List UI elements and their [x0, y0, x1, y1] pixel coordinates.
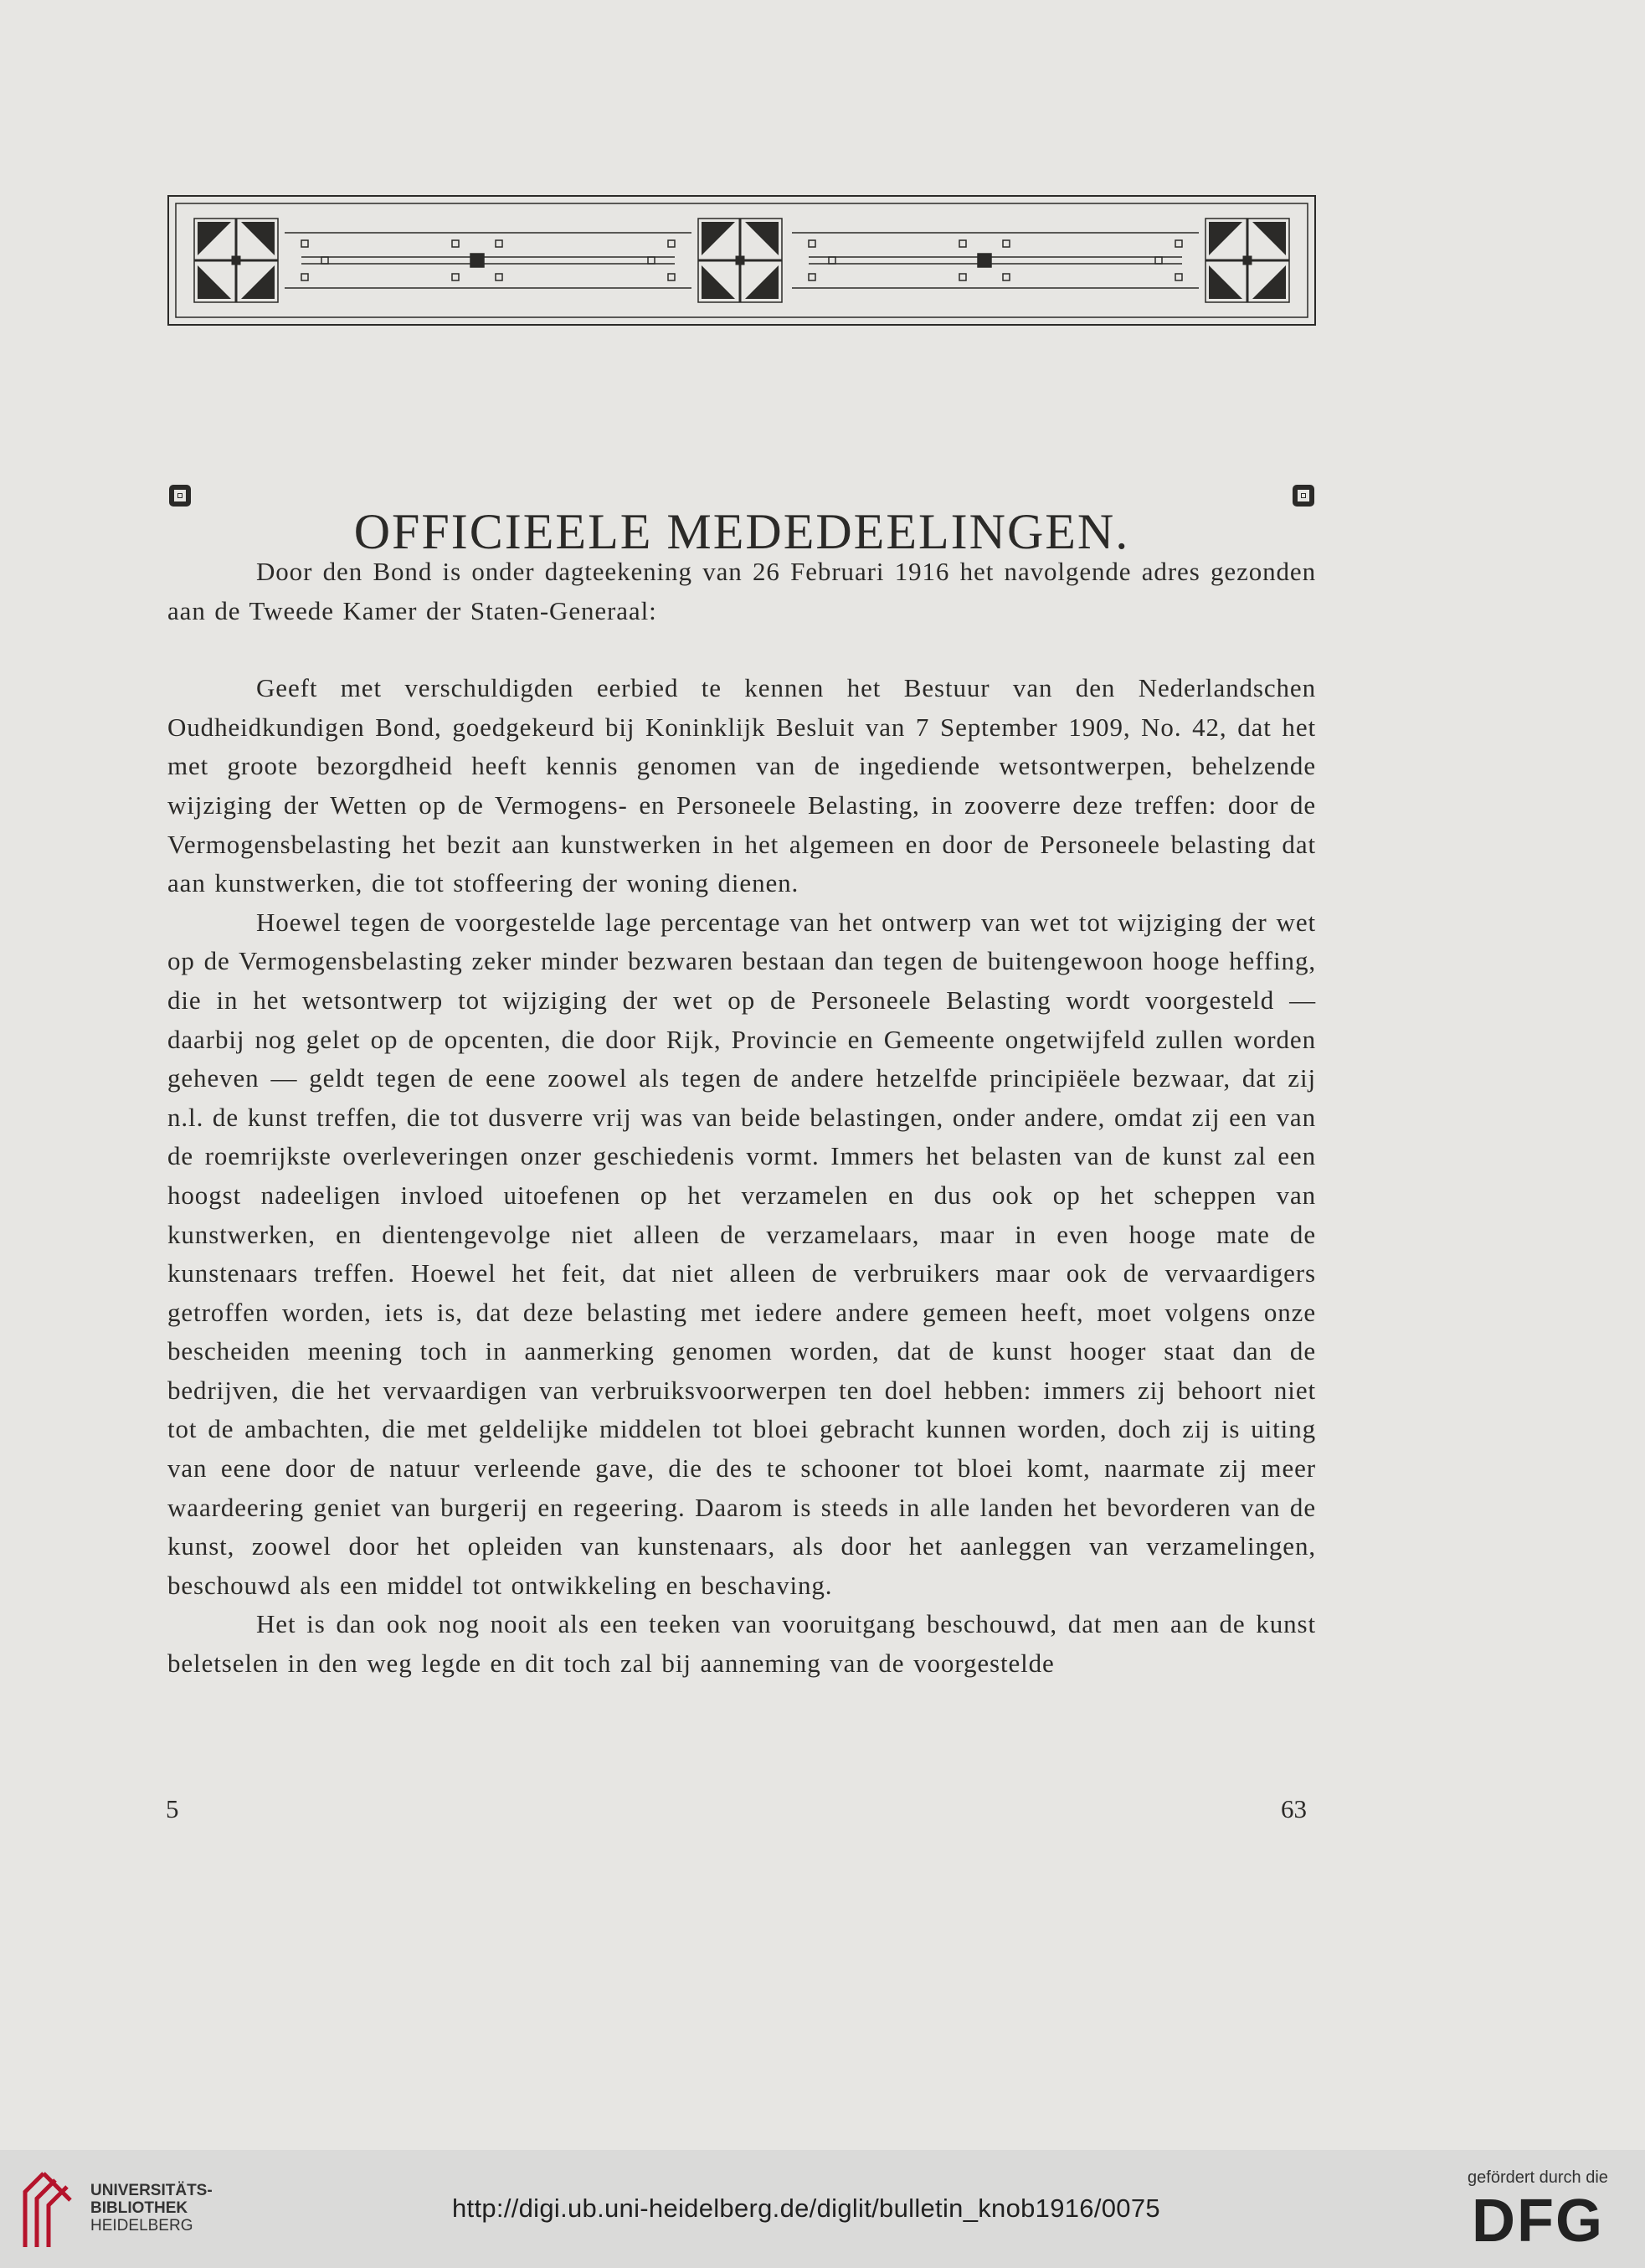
paragraph: Hoewel tegen de voorgestelde lage percentage van het ontwerp van wet tot wijziging der wet op de Vermogensbelasting zeker minder bezwaren bestaan dan tegen de buitengewoon hooge heffing, die in het wetsontwerp tot wijziging der wet op de Personeele Belasting wordt voorgesteld — daarbij nog gelet op de opcenten, die door Rijk, Provincie en Gemeente ongetwijfeld zullen worden geheven — geldt tegen de eene zoowel als tegen de andere hetzelfde principiëele bezwaar, dat zij n.l. de kunst treffen, die tot dusverre vrij was van beide belastingen, onder andere, omdat zij een van de roemrijkste overleveringen onzer geschiedenis vormt. Immers het belasten van de kunst zal een hoogst nadeeligen invloed uitoefenen op het verzamelen en dus ook op het scheppen van kunstwerken, en dientengevolge niet alleen de verzamelaars, maar in even hooge mate de kunstenaars treffen. Hoewel het feit, dat niet alleen de verbruikers maar ook de vervaardigers getroffen worden, iets is, dat deze belasting met iedere andere gemeen heeft, moet volgens onze bescheiden meening toch in aanmerking genomen worden, dat de kunst hooger staat dan de bedrijven, die het vervaardigen van verbruiksvoorwerpen ten doel hebben: immers zij behoort niet tot de ambachten, die met geldelijke middelen tot bloei gebracht kunnen worden, doch zij is uiting van eene door de natuur verleende gave, die des te schooner tot bloei komt, naarmate zij meer waardeering geniet van burgerij en regeering. Daarom is steeds in alle landen het bevorderen van de kunst, zoowel door het opleiden van kunstenaars, als door het aanleggen van verzamelingen, beschouwd als een middel tot ontwikkeling en beschaving.	[167, 907, 1316, 1600]
footer-bar	[0, 2150, 1645, 2268]
paragraph: Door den Bond is onder dagteekening van 26 Februari 1916 het navolgende adres gezonden aan de Tweede Kamer der Staten-Generaal:	[167, 557, 1316, 625]
library-line: BIBLIOTHEK	[90, 2199, 188, 2217]
section-title-row	[167, 465, 1316, 560]
body-text	[167, 553, 1316, 1684]
dfg-logo[interactable]: DFG	[1472, 2188, 1604, 2255]
section-title: OFFICIEELE MEDEDEELINGEN.	[353, 504, 1130, 560]
page-number: 63	[1281, 1794, 1307, 1823]
university-library-name	[90, 2182, 213, 2235]
library-line: UNIVERSITÄTS-	[90, 2182, 213, 2199]
funding-label: gefördert durch die	[1468, 2168, 1608, 2187]
permalink-url[interactable]: http://digi.ub.uni-heidelberg.de/diglit/bulletin_knob1916/0075	[452, 2193, 1160, 2223]
paragraph: Het is dan ook nog nooit als een teeken van vooruitgang beschouwd, dat men aan de kunst beletselen in den weg legde en dit toch zal bij aanneming van de voorgestelde	[167, 1609, 1316, 1679]
funder-block	[1454, 2168, 1622, 2255]
signature-mark: 5	[166, 1794, 179, 1823]
square-bullet-icon	[1293, 485, 1314, 507]
paragraph: Geeft met verschuldigden eerbied te kennen het Bestuur van den Nederlandschen Oudheidkundigen Bond, goedgekeurd bij Koninklijk Besluit van 7 September 1909, No. 42, dat het met groote bezorgdheid heeft kennis genomen van de ingediende wetsontwerpen, behelzende wijziging der Wetten op de Vermogens- en Personeele Belasting, in zooverre deze treffen: door de Vermogensbelasting het bezit aan kunstwerken in het algemeen en door de Personeele belasting dat aan kunstwerken, die tot stoffeering der woning dienen.	[167, 673, 1316, 898]
university-library-logo[interactable]	[18, 2168, 77, 2252]
ornamental-header-band	[167, 195, 1316, 326]
library-line: HEIDELBERG	[90, 2217, 193, 2235]
